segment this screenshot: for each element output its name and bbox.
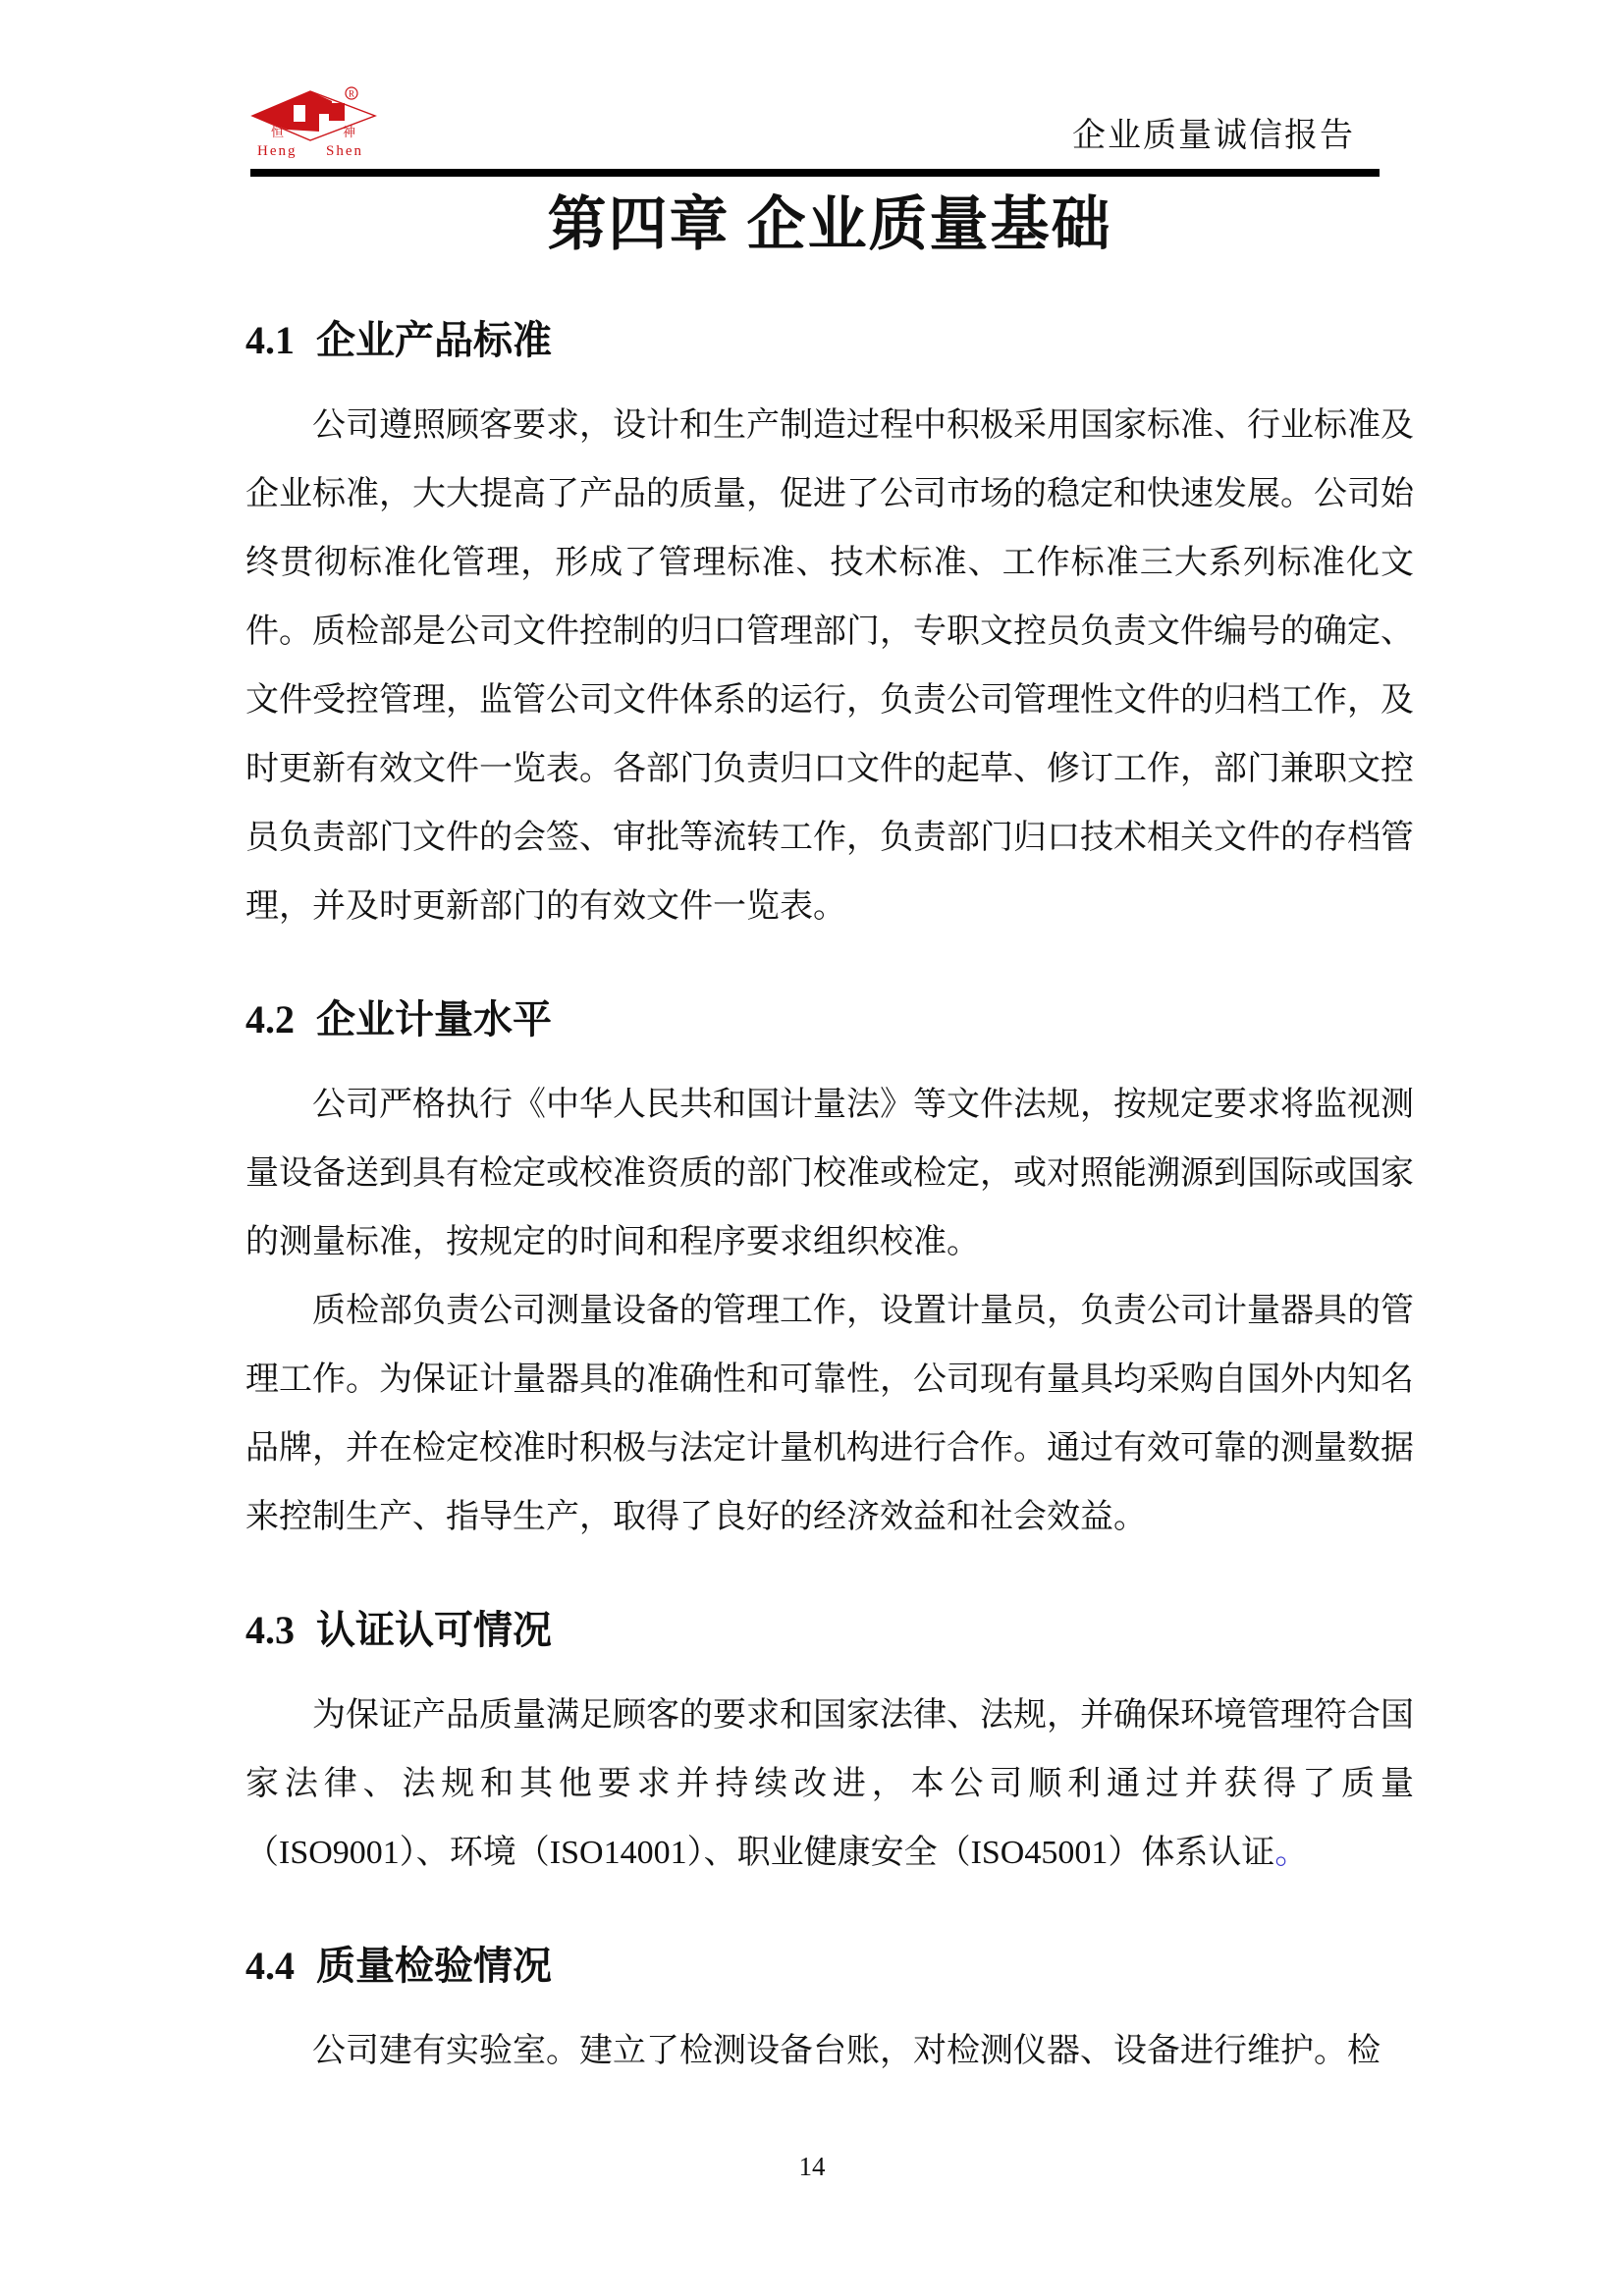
paragraph-4-1-1: 公司遵照顾客要求，设计和生产制造过程中积极采用国家标准、行业标准及企业标准，大大提高了产品的质量，促进了公司市场的稳定和快速发展。公司始终贯彻标准化管理，形成了管理标准、技术标准、工作标准三大系列标准化文件。质检部是公司文件控制的归口管理部门，专职文控员负责文件编号的确定、文件受控管理，监管公司文件体系的运行，负责公司管理性文件的归档工作，及时更新有效文件一览表。各部门负责归口文件的起草、修订工作，部门兼职文控员负责部门文件的会签、审批等流转工作，负责部门归口技术相关文件的存档管理，并及时更新部门的有效文件一览表。 <box>245 407 1414 925</box>
logo-word-shen: Shen <box>326 143 363 159</box>
paragraph-4-4-1: 公司建有实验室。建立了检测设备台账，对检测仪器、设备进行维护。检 <box>312 2033 1380 2069</box>
paragraph-4-3-1 <box>245 1682 1414 1888</box>
registered-mark-letter: R <box>348 88 355 99</box>
page-footer <box>0 2152 1624 2182</box>
chapter-title: 第四章 企业质量基础 <box>547 192 1112 257</box>
section-title: 质量检验情况 <box>316 1944 552 1988</box>
logo-word-heng: Heng <box>257 143 298 159</box>
section-title: 企业产品标准 <box>316 318 552 362</box>
header-rule <box>250 169 1380 177</box>
section-heading-4-1 <box>245 315 1414 366</box>
logo-char-shen: 神 <box>343 125 356 139</box>
section-number: 4.3 <box>245 1608 295 1652</box>
hengshen-logo-icon <box>249 84 387 169</box>
section-number: 4.4 <box>245 1944 295 1988</box>
paragraph-4-2-2: 质检部负责公司测量设备的管理工作，设置计量员，负责公司计量器具的管理工作。为保证计量器具的准确性和可靠性，公司现有量具均采购自国外内知名品牌，并在检定校准时积极与法定计量机构进行合作。通过有效可靠的测量数据来控制生产、指导生产，取得了良好的经济效益和社会效益。 <box>245 1293 1414 1535</box>
section-number: 4.2 <box>245 997 295 1041</box>
section-title: 企业计量水平 <box>316 997 552 1041</box>
section-heading-4-2 <box>245 994 1414 1045</box>
section-heading-4-4 <box>245 1941 1414 1992</box>
section-number: 4.1 <box>245 318 295 362</box>
section-heading-4-3 <box>245 1605 1414 1656</box>
paragraph-text: 为保证产品质量满足顾客的要求和国家法律、法规，并确保环境管理符合国家法律、法规和其他要求并持续改进，本公司顺利通过并获得了质量（ISO9001）、环境（ISO14001）、职业健康安全（ISO45001）体系认证 <box>245 1697 1414 1871</box>
page-number: 14 <box>798 2152 826 2181</box>
paragraph-4-2-1: 公司严格执行《中华人民共和国计量法》等文件法规，按规定要求将监视测量设备送到具有检定或校准资质的部门校准或检定，或对照能溯源到国际或国家的测量标准，按规定的时间和程序要求组织校准。 <box>245 1087 1414 1260</box>
header-report-title: 企业质量诚信报告 <box>1072 118 1355 154</box>
section-title: 认证认可情况 <box>316 1608 552 1652</box>
document-body <box>245 188 1414 2086</box>
trailing-period: 。 <box>1274 1835 1309 1871</box>
logo-char-heng: 恒 <box>271 125 285 139</box>
